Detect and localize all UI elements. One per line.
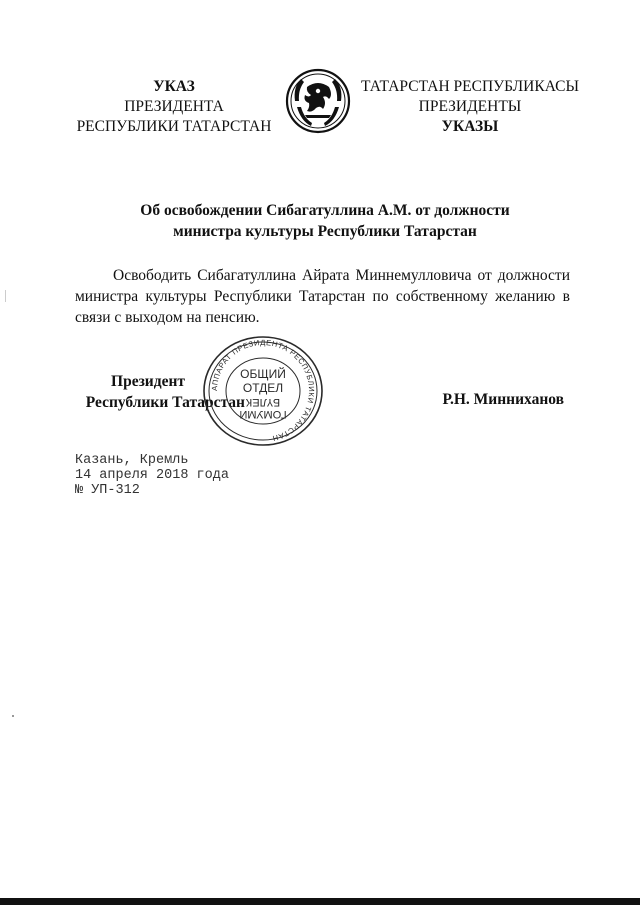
header-left-line3: РЕСПУБЛИКИ ТАТАРСТАН [76, 118, 272, 135]
stamp-line4: БҮЛЕК [245, 396, 281, 408]
position-line1: Президент [111, 373, 185, 390]
header-left-line1: УКАЗ [153, 78, 195, 95]
position-line2: Республики Татарстан [85, 394, 245, 411]
scan-bottom-edge [0, 898, 640, 905]
header-right-block [360, 77, 580, 137]
footer-place: Казань, Кремль [75, 453, 189, 468]
decree-footer [75, 453, 229, 498]
stamp-line1: ОБЩИЙ [240, 367, 286, 381]
scan-artifact [5, 290, 6, 302]
stamp-ring-text: АППАРАТ ПРЕЗИДЕНТА РЕСПУБЛИКИ ТАТАРСТАН [209, 337, 317, 444]
header-left-block [70, 77, 278, 137]
decree-body: Освободить Сибагатуллина Айрата Миннемулловича от должности министра культуры Республики Татарстан по собственному желанию в связи с выходом на пенсию. [75, 267, 570, 326]
title-line1: Об освобождении Сибагатуллина А.М. от должности [140, 202, 510, 219]
official-stamp [198, 335, 328, 447]
header-right-line1: ТАТАРСТАН РЕСПУБЛИКАСЫ [361, 78, 579, 95]
coat-of-arms-icon [285, 65, 351, 137]
header-left-line2: ПРЕЗИДЕНТА [124, 98, 224, 115]
signatory-name: Р.Н. Минниханов [442, 391, 564, 408]
stamp-line2: ОТДЕЛ [242, 381, 284, 395]
title-line2: министра культуры Республики Татарстан [173, 223, 477, 240]
footer-number: № УП-312 [75, 483, 140, 498]
decree-title [90, 200, 560, 242]
header-right-line3: УКАЗЫ [441, 118, 499, 135]
footer-date: 14 апреля 2018 года [75, 468, 229, 483]
scan-artifact [12, 715, 14, 717]
stamp-line3: ГОМУМИ [239, 408, 287, 420]
header-right-line2: ПРЕЗИДЕНТЫ [418, 98, 522, 115]
